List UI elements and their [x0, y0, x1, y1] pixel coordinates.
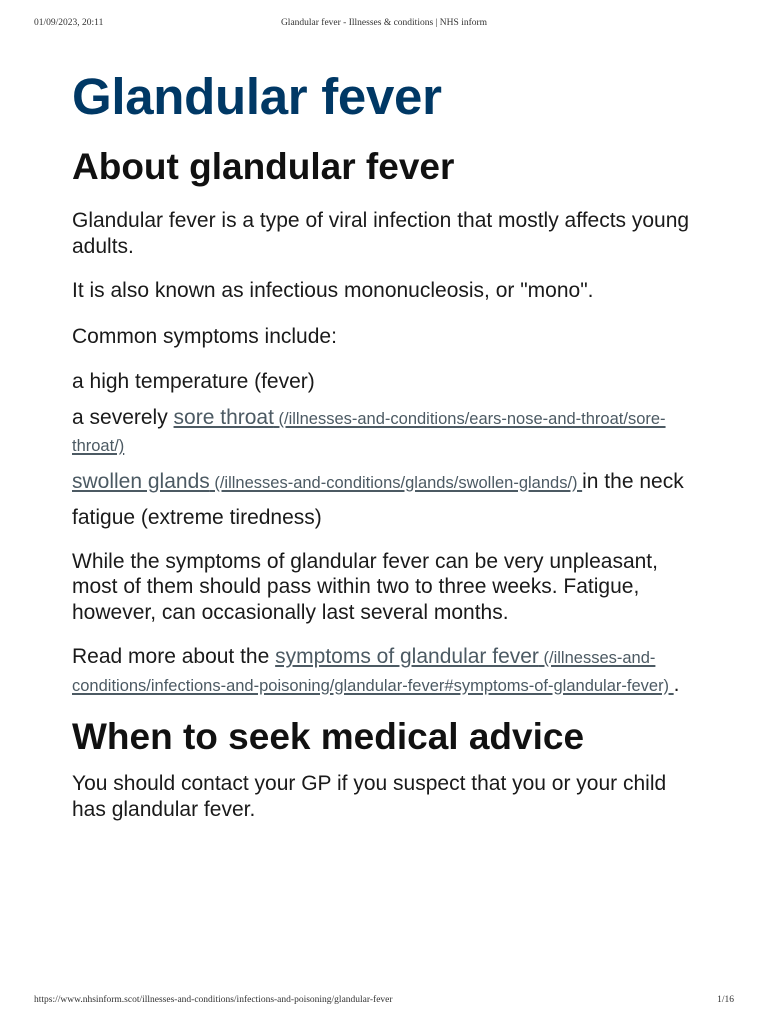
symptom-item-fatigue: fatigue (extreme tiredness)	[72, 506, 322, 529]
swollen-glands-link[interactable]	[72, 470, 582, 493]
aka-paragraph: It is also known as infectious mononucleosis, or "mono".	[72, 279, 594, 302]
symptom-prefix: a severely	[72, 405, 174, 429]
print-page-title: Glandular fever - Illnesses & conditions | NHS inform	[280, 18, 488, 28]
when-heading: When to seek medical advice	[72, 716, 585, 757]
contact-gp-paragraph: You should contact your GP if you suspect that you or your child has glandular fever.	[72, 772, 667, 821]
page-title: Glandular fever	[72, 68, 442, 125]
symptoms-intro: Common symptoms include:	[72, 324, 337, 348]
read-more-prefix: Read more about the	[72, 645, 276, 668]
print-footer	[34, 995, 734, 1009]
symptom-item-fever: a high temperature (fever)	[72, 370, 315, 393]
symptom-item-sore-throat	[72, 405, 702, 460]
sore-throat-link-url[interactable]: (/illnesses-and-conditions/ears-nose-and-throat/sore-throat/)	[72, 409, 666, 455]
about-heading: About glandular fever	[72, 146, 455, 187]
symptom-suffix: in the neck	[582, 469, 684, 493]
duration-paragraph: While the symptoms of glandular fever can be very unpleasant, most of them should pass within two to three weeks. Fatigue, however, can occasionally last several months.	[72, 549, 658, 624]
read-more-suffix: .	[673, 672, 680, 696]
intro-paragraph: Glandular fever is a type of viral infection that mostly affects young adults.	[72, 209, 690, 258]
swollen-glands-link-url[interactable]: (/illnesses-and-conditions/glands/swollen-glands/)	[209, 473, 583, 492]
read-more-paragraph	[72, 644, 702, 699]
sore-throat-link-text[interactable]: sore throat	[173, 405, 274, 429]
symptoms-link-text[interactable]: symptoms of glandular fever	[275, 645, 539, 668]
print-url: https://www.nhsinform.scot/illnesses-and-conditions/infections-and-poisoning/glandular-fever	[34, 995, 393, 1005]
print-datetime: 01/09/2023, 20:11	[34, 18, 104, 28]
print-page-number: 1/16	[717, 995, 734, 1005]
symptom-item-swollen-glands	[72, 469, 702, 497]
print-header	[34, 18, 734, 32]
swollen-glands-link-text[interactable]: swollen glands	[72, 469, 210, 493]
article	[72, 66, 702, 822]
symptoms-link-url[interactable]: (/illnesses-and-conditions/infections-and-poisoning/glandular-fever#symptoms-of-glandular-fever)	[72, 649, 674, 695]
